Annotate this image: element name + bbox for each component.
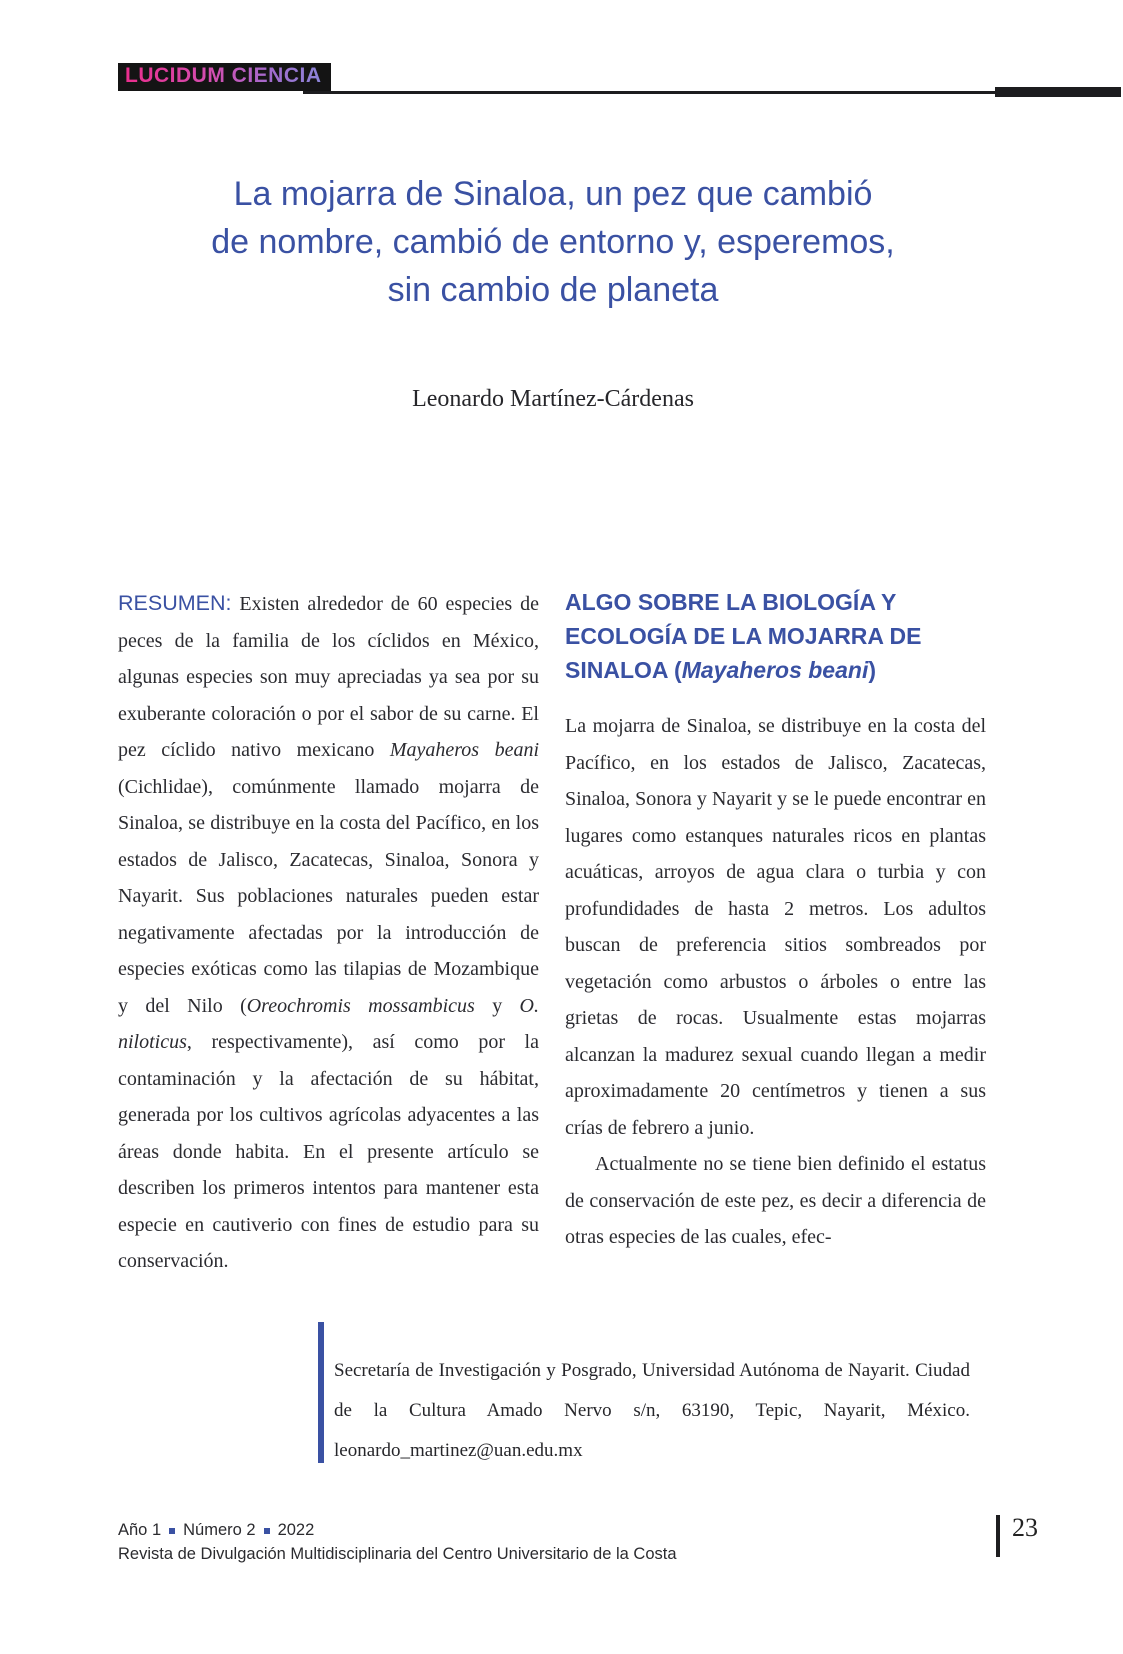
section-heading bbox=[565, 585, 986, 687]
abstract-column bbox=[118, 585, 539, 1280]
author-name: Leonardo Martínez-Cárdenas bbox=[412, 386, 694, 412]
article-title-line-2: de nombre, cambió de entorno y, esperemos, bbox=[211, 223, 895, 261]
issue-number-label: Número 2 bbox=[183, 1521, 256, 1539]
biology-column bbox=[565, 585, 986, 1280]
species-name: Oreochromis mossambicus bbox=[246, 994, 475, 1017]
abstract-paragraph bbox=[118, 585, 539, 1280]
header-rule-thin bbox=[303, 91, 1000, 94]
square-bullet-icon bbox=[264, 1528, 270, 1534]
species-name: Mayaheros beani bbox=[389, 739, 539, 761]
text-segment: y bbox=[474, 994, 520, 1017]
page-footer bbox=[118, 1521, 677, 1564]
issue-year-label: Año 1 bbox=[118, 1521, 162, 1539]
text-segment: ) bbox=[868, 657, 877, 683]
page-number-bar bbox=[996, 1515, 1000, 1557]
brand-logo-text: LUCIDUM CIENCIA bbox=[125, 64, 322, 87]
body-paragraph: La mojarra de Sinaloa, se distribuye en la costa del Pacífico, en los estados de Jalisco, Zacatecas, Sinaloa, Sonora y Nayarit y se le puede encontrar en lugares como estanques naturales ricos en plantas acuáticas, arroyos de agua clara o turbia y con profundidades de hasta 2 metros. Los adultos buscan de preferencia sitios sombreados por vegetación como arbustos o árboles o entre las grietas de rocas. Usualmente estas mojarras alcanzan la madurez sexual cuando llegan a medir aproximadamente 20 centímetros y tienen a sus crías de febrero a junio. bbox=[565, 715, 986, 1139]
species-name: O. niloticus bbox=[118, 994, 539, 1053]
article-title-line-1: La mojarra de Sinaloa, un pez que cambió bbox=[233, 175, 873, 213]
footnote-accent-bar bbox=[318, 1322, 324, 1463]
article-body bbox=[118, 585, 986, 1280]
text-segment: Existen alrededor de 60 especies de peces de la familia de los cíclidos en México, algunas especies son muy apreciadas ya sea por su exuberante coloración o por el sabor de su carne. El pez cíclido nativo mexicano bbox=[118, 593, 539, 761]
article-title bbox=[120, 170, 986, 314]
species-name: Mayaheros beani bbox=[681, 657, 869, 683]
header-rule-thick bbox=[995, 87, 1121, 97]
square-bullet-icon bbox=[169, 1528, 175, 1534]
issue-line bbox=[118, 1521, 677, 1540]
page-number: 23 bbox=[1012, 1513, 1038, 1542]
brand-logo bbox=[118, 63, 331, 91]
text-segment: , respectivamente), así como por la contaminación y la afectación de su hábitat, generada por los cultivos agrícolas adyacentes a las áreas donde habita. En el presente artículo se describen los primeros intentos para mantener esta especie en cautiverio con fines de estudio para su conservación. bbox=[118, 1031, 539, 1272]
affiliation-footnote: Secretaría de Investigación y Posgrado, Universidad Autónoma de Nayarit. Ciudad de la Cultura Amado Nervo s/n, 63190, Tepic, Nayarit, México. leonardo_martinez@uan.edu.mx bbox=[334, 1360, 970, 1461]
text-segment: (Cichlidae), comúnmente llamado mojarra de Sinaloa, se distribuye en la costa del Pacífico, en los estados de Jalisco, Zacatecas, Sinaloa, Sonora y Nayarit. Sus poblaciones naturales pueden estar negativamente afectadas por la introducción de especies exóticas como las tilapias de Mozambique y del Nilo ( bbox=[118, 775, 539, 1017]
body-paragraph: Actualmente no se tiene bien definido el estatus de conservación de este pez, es decir a diferencia de otras especies de las cuales, efec- bbox=[565, 1153, 986, 1248]
article-title-line-3: sin cambio de planeta bbox=[387, 271, 719, 309]
issue-year: 2022 bbox=[277, 1521, 315, 1539]
journal-name: Revista de Divulgación Multidisciplinaria del Centro Universitario de la Costa bbox=[118, 1545, 677, 1563]
resumen-label: RESUMEN: bbox=[118, 591, 232, 615]
text-segment: ALGO SOBRE LA BIOLOGÍA Y ECOLOGÍA DE LA MOJARRA DE SINALOA ( bbox=[565, 589, 922, 683]
